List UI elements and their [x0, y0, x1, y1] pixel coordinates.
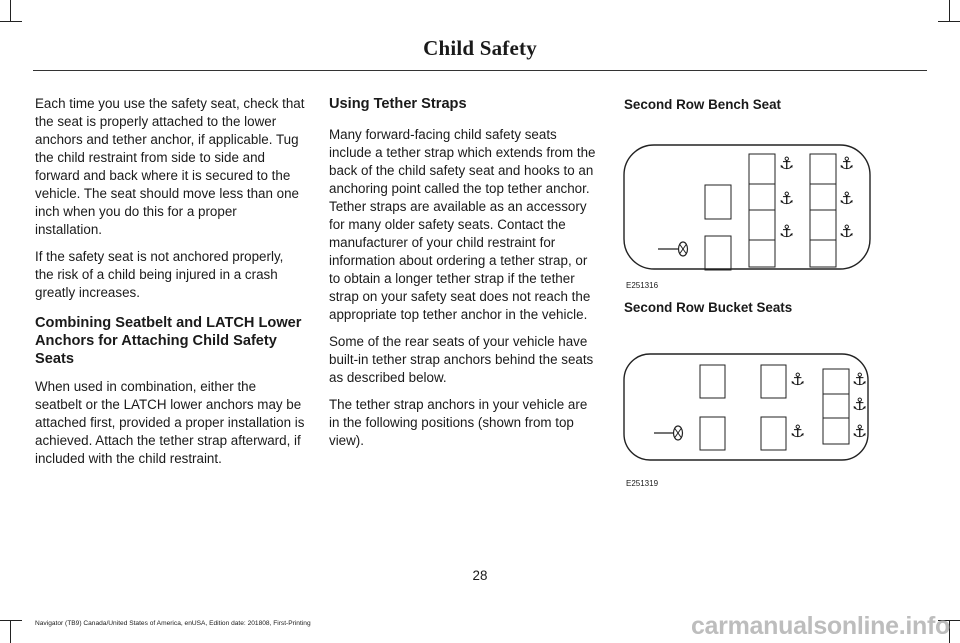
circle-x-icon [679, 242, 688, 256]
paragraph: If the safety seat is not anchored properly, the risk of a child being injured in a crash greatly increases. [35, 249, 284, 300]
paragraph: Some of the rear seats of your vehicle have built-in tether strap anchors behind the seats as described below. [329, 334, 594, 385]
anchor-icon: ⚓ [779, 222, 795, 242]
circle-x-icon [674, 426, 683, 440]
crop-mark [0, 620, 22, 621]
middle-column [329, 95, 601, 459]
paragraph: The tether strap anchors in your vehicle are in the following positions (shown from top view). [329, 397, 588, 448]
watermark: carmanualsonline.info [690, 612, 950, 640]
bucket-seats-diagram [620, 350, 876, 466]
figure-id: E251316 [626, 281, 659, 290]
anchor-icon: ⚓ [852, 370, 868, 390]
anchor-icon: ⚓ [790, 370, 806, 390]
paragraph: Many forward-facing child safety seats include a tether strap which extends from the back of the child safety seat and hooks to an anchoring point called the top tether anchor. Tether straps are available as an accessory for many older safety seats. Contact the manufacturer of your child restraint for information about ordering a tether strap, or to obtain a longer tether strap if the tether strap on your safety seat does not reach the appropriate top tether anchor in the vehicle. [329, 127, 596, 322]
section-heading: Combining Seatbelt and LATCH Lower Anchors for Attaching Child Safety Seats [35, 315, 302, 367]
anchor-icon: ⚓ [839, 154, 855, 174]
crop-mark [938, 21, 960, 22]
anchor-icon: ⚓ [839, 222, 855, 242]
anchor-icon: ⚓ [779, 189, 795, 209]
anchor-icon: ⚓ [839, 189, 855, 209]
anchor-icon: ⚓ [852, 422, 868, 442]
crop-mark [0, 21, 22, 22]
left-column [35, 95, 305, 477]
anchor-icon: ⚓ [852, 395, 868, 415]
paragraph: Each time you use the safety seat, check that the seat is properly attached to the lower anchors and tether anchor, if applicable. Tug the child restraint from side to side and forward and back where it is secured to the vehicle. The seat should move less than one inch when you do this for a proper installation. [35, 96, 305, 237]
anchor-icon: ⚓ [790, 422, 806, 442]
page-title: Child Safety [423, 36, 537, 60]
bench-seat-diagram [620, 140, 876, 276]
crop-mark [949, 0, 950, 22]
page-number: 28 [472, 568, 488, 583]
crop-mark [10, 620, 11, 643]
figure-title: Second Row Bench Seat [624, 97, 781, 112]
header-divider [33, 70, 927, 71]
crop-mark [10, 0, 11, 22]
figure-id: E251319 [626, 479, 659, 488]
footer-text: Navigator (TB9) Canada/United States of America, enUSA, Edition date: 201808, First-Printing [35, 620, 311, 627]
figure-title: Second Row Bucket Seats [624, 300, 793, 315]
paragraph: When used in combination, either the seatbelt or the LATCH lower anchors may be attached first, provided a proper installation is achieved. Attach the tether strap afterward, if included with the child restraint. [35, 379, 305, 466]
anchor-icon: ⚓ [779, 154, 795, 174]
section-heading: Using Tether Straps [329, 96, 467, 112]
